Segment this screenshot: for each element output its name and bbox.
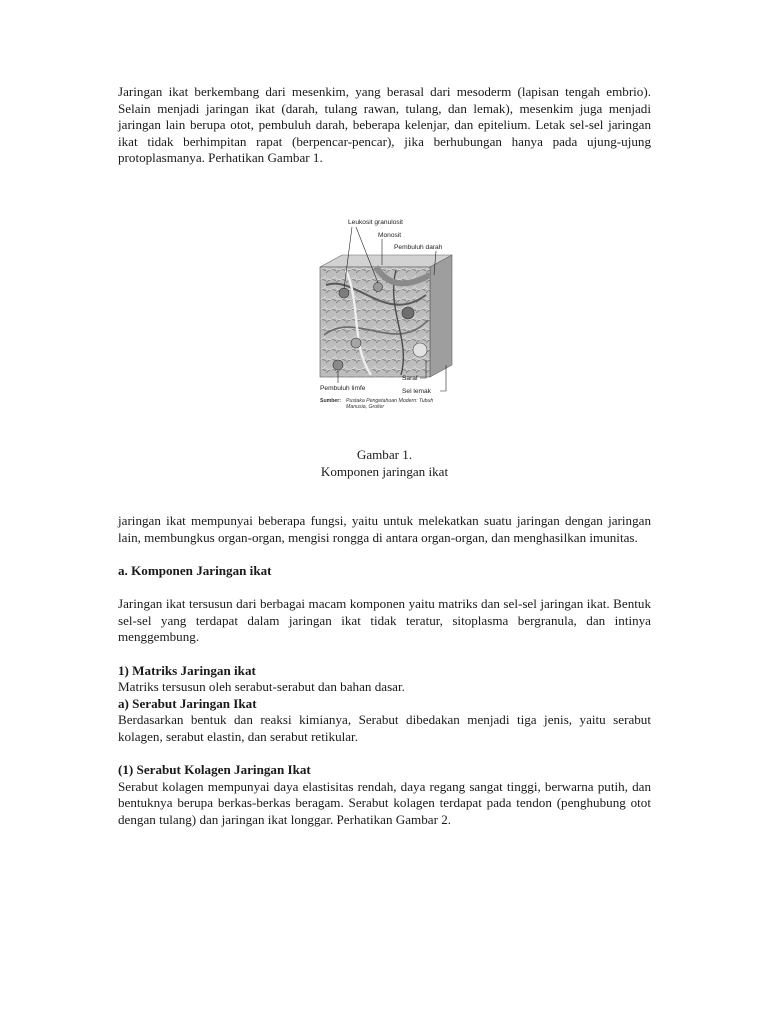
kolagen-paragraph: Serabut kolagen mempunyai daya elastisitas rendah, daya regang sangat tinggi, berwarna putih, dan bentuknya berupa berkas-berkas beragam. Serabut kolagen terdapat pada tendon (penghubung otot dengan tulang) dan jaringan ikat longgar. Perhatikan Gambar 2. bbox=[118, 778, 651, 827]
label-monosit: Monosit bbox=[378, 231, 402, 239]
label-sel-lemak: Sel lemak bbox=[402, 387, 431, 395]
matriks-heading: 1) Matriks Jaringan ikat bbox=[118, 662, 256, 678]
label-pembuluh-darah: Pembuluh darah bbox=[394, 243, 443, 251]
serabut-paragraph: Berdasarkan bentuk dan reaksi kimianya, Serabut dibedakan menjadi tiga jenis, yaitu serabut kolagen, serabut elastin, dan serabut retikular. bbox=[118, 712, 651, 744]
label-saraf: Saraf bbox=[402, 374, 418, 382]
serabut-heading: a) Serabut Jaringan Ikat bbox=[118, 695, 257, 711]
label-leukosit: Leukosit granulosit bbox=[348, 218, 403, 226]
document-page bbox=[118, 84, 651, 828]
figure-1-caption bbox=[118, 447, 651, 480]
figure-caption-title: Komponen jaringan ikat bbox=[320, 463, 449, 479]
figure-source-text-2: Manusia, Grolier bbox=[346, 403, 385, 410]
section-a-heading: a. Komponen Jaringan ikat bbox=[118, 562, 272, 578]
intro-paragraph: Jaringan ikat berkembang dari mesenkim, yang berasal dari mesoderm (lapisan tengah embrio). Selain menjadi jaringan ikat (darah, tulang rawan, tulang, dan lemak), mesenkim juga menjadi jaringan lain berupa otot, pembuluh darah, beberapa kelenjar, dan epitelium. Letak sel-sel jaringan ikat tidak berhimpitan rapat (berpencar-pencar), jika berhubungan hanya pada ujung-ujung protoplasmanya. Perhatikan Gambar 1. bbox=[118, 84, 651, 166]
figure-source-label: Sumber: bbox=[320, 397, 342, 404]
fungsi-paragraph: jaringan ikat mempunyai beberapa fungsi, yaitu untuk melekatkan suatu jaringan dengan jaringan lain, membungkus organ-organ, mengisi rongga di antara organ-organ, dan menghasilkan imunitas. bbox=[118, 513, 651, 545]
figure-source-text-1: Pustaka Pengetahuan Modern: Tubuh bbox=[346, 397, 434, 404]
figure-1 bbox=[118, 215, 651, 447]
section-a-paragraph: Jaringan ikat tersusun dari berbagai macam komponen yaitu matriks dan sel-sel jaringan ikat. Bentuk sel-sel yang terdapat dalam jaringan ikat tidak teratur, sitoplasma bergranula, dan intinya menggembung. bbox=[118, 596, 651, 645]
kolagen-heading: (1) Serabut Kolagen Jaringan Ikat bbox=[118, 762, 311, 778]
figure-caption-number: Gambar 1. bbox=[356, 446, 413, 462]
label-pembuluh-limfe: Pembuluh limfe bbox=[320, 384, 366, 392]
connective-tissue-illustration bbox=[316, 215, 456, 410]
matriks-paragraph: Matriks tersusun oleh serabut-serabut dan bahan dasar. bbox=[118, 679, 405, 695]
